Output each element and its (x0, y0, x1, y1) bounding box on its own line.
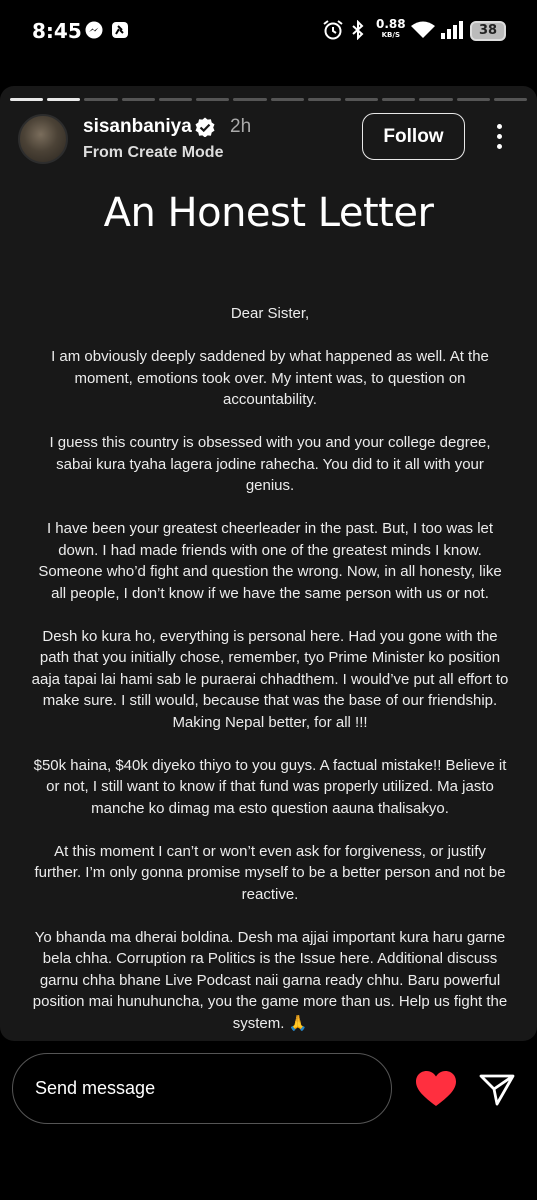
letter-paragraph: Yo bhanda ma dherai boldina. Desh ma ajjai important kura haru garne bela chha. Corruption ra Politics is the Issue here. Additional discuss garnu chha bhane Live Podcast naii garna ready chhu. Baru powerful position mai hunuhuncha, you the game more than us. Help us fight the system. 🙏 (32, 928, 508, 1032)
wifi-icon (410, 20, 436, 40)
letter-paragraph: I am obviously deeply saddened by what happened as well. At the moment, emotions took over. My intent was, to question on accountability. (51, 348, 489, 408)
bluetooth-icon (348, 20, 368, 40)
heart-icon[interactable] (416, 1071, 456, 1107)
letter-paragraph: At this moment I can’t or won’t even ask for forgiveness, or justify further. I’m only gonna promise myself to be a better person and not be reactive. (34, 842, 506, 903)
battery-indicator: 38 (470, 21, 506, 41)
progress-segment (271, 98, 304, 101)
net-speed-unit: KB/S (381, 31, 400, 39)
post-time: 2h (230, 116, 252, 137)
progress-segment (10, 98, 43, 101)
letter-paragraph: Dear Sister, (230, 305, 310, 322)
progress-segment (47, 98, 80, 101)
status-bar (0, 0, 537, 62)
progress-segment (457, 98, 490, 101)
clock: 8:45 (32, 19, 82, 43)
letter-paragraph: I guess this country is obsessed with you and your college degree, sabai kura tyaha lagera jodine rahecha. You did to it all with your genius. (49, 434, 491, 494)
username[interactable]: sisanbaniya (83, 116, 192, 137)
send-message-input[interactable] (35, 1054, 375, 1122)
alarm-icon (322, 19, 344, 41)
verified-badge-icon (195, 117, 215, 137)
letter-body (30, 303, 510, 1056)
send-message-field[interactable] (12, 1053, 392, 1124)
letter-paragraph: Desh ko kura ho, everything is personal here. Had you gone with the path that you initially chose, remember, tyo Prime Minister ko position aaja tapai lai hami sab le puraerai chhadthem. I would’ve put all effort to make sure. I still would, because that was the base of our friendship. Making Nepal better, for all !!! (31, 627, 509, 731)
signal-icon (440, 20, 464, 40)
progress-segment (308, 98, 341, 101)
net-speed (376, 19, 406, 41)
progress-segment (159, 98, 192, 101)
story-progress-bar (10, 98, 527, 101)
create-mode-label: From Create Mode (83, 144, 224, 161)
progress-segment (494, 98, 527, 101)
progress-segment (84, 98, 117, 101)
send-icon[interactable] (478, 1070, 516, 1108)
letter-paragraph: I have been your greatest cheerleader in the past. But, I too was let down. I had made friends with one of the greatest minds I know. Someone who’d fight and question the wrong. Now, in all honesty, like all people, I don’t know if we have the same person with us or not. (38, 520, 502, 602)
progress-segment (345, 98, 378, 101)
follow-button[interactable]: Follow (362, 113, 465, 160)
app-icon (110, 20, 130, 40)
home-indicator (0, 1190, 537, 1200)
letter-paragraph: $50k haina, $40k diyeko thiyo to you guys. A factual mistake!! Believe it or not, I still want to know if that fund was properly utilized. Ma jasto manche ko dimag ma esto question aauna thalisakyo. (33, 756, 507, 817)
progress-segment (122, 98, 155, 101)
progress-segment (419, 98, 452, 101)
letter-title: An Honest Letter (103, 190, 434, 236)
progress-segment (196, 98, 229, 101)
net-speed-value: 0.88 (376, 17, 406, 31)
progress-segment (382, 98, 415, 101)
avatar[interactable] (18, 114, 68, 164)
messenger-icon (84, 20, 104, 40)
more-options-icon[interactable] (489, 122, 509, 156)
progress-segment (233, 98, 266, 101)
